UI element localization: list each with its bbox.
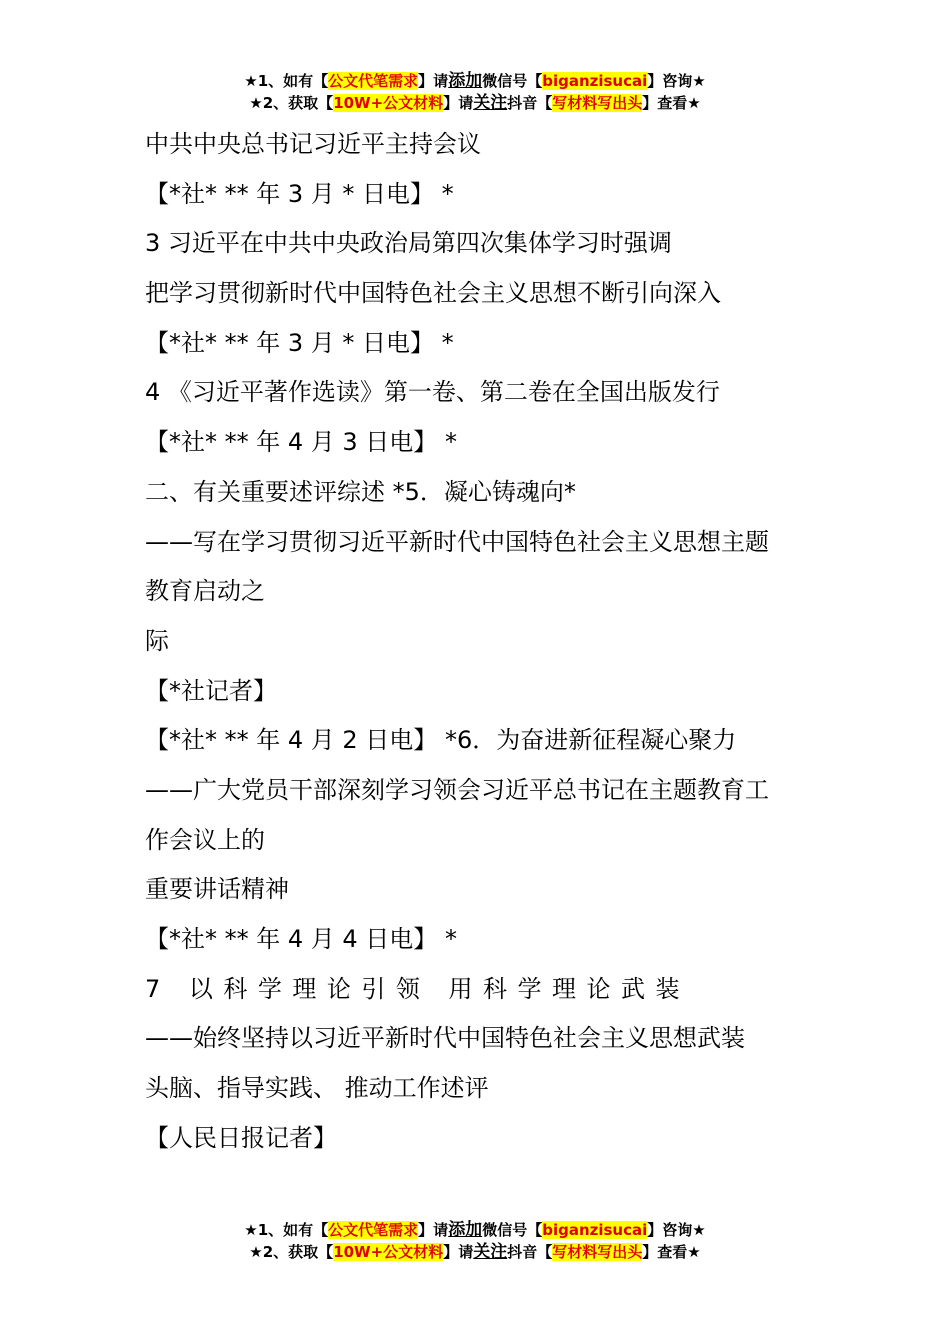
banner-text: 】咨询★ <box>647 1221 706 1239</box>
doc-line: 中共中央总书记习近平主持会议 <box>145 130 481 158</box>
doc-line: 作会议上的 <box>145 825 265 854</box>
doc-line: 4 《习近平著作选读》第一卷、第二卷在全国出版发行 <box>145 378 720 407</box>
banner-text: ★2、获取【 <box>249 1243 334 1261</box>
banner-line-1 <box>0 70 950 92</box>
banner-line-1 <box>0 1219 950 1241</box>
banner-wechat-id: biganzisucai <box>542 1221 648 1239</box>
doc-line: 7 以科学理论引领 用科学理论武装 <box>145 974 691 1003</box>
doc-line: 【*社* ** 年 4 月 2 日电】 *6．为奋进新征程凝心聚力 <box>145 726 737 755</box>
banner-highlight: 10W+公文材料 <box>333 1243 444 1261</box>
banner-wechat-id: biganzisucai <box>542 72 648 90</box>
doc-line: 头脑、指导实践、 推动工作述评 <box>145 1074 489 1103</box>
banner-underlined: 关注 <box>473 1242 508 1262</box>
doc-line: 教育启动之 <box>145 577 265 606</box>
banner-text: ★1、如有【 <box>244 1221 329 1239</box>
banner-text: 】查看★ <box>642 94 701 112</box>
banner-text: 微信号【 <box>482 1221 543 1239</box>
banner-text: 】查看★ <box>642 1243 701 1261</box>
footer-banner <box>0 1219 950 1263</box>
doc-line: ——写在学习贯彻习近平新时代中国特色社会主义思想主题 <box>145 527 769 556</box>
doc-line: ——广大党员干部深刻学习领会习近平总书记在主题教育工 <box>145 775 769 804</box>
doc-line: 重要讲话精神 <box>145 875 289 904</box>
doc-line: 【*社记者】 <box>145 676 277 705</box>
banner-text: ★1、如有【 <box>244 72 329 90</box>
banner-text: ★2、获取【 <box>249 94 334 112</box>
doc-line: 3 习近平在中共中央政治局第四次集体学习时强调 <box>145 229 672 258</box>
banner-text: 】请 <box>443 94 474 112</box>
banner-douyin-id: 写材料写出头 <box>552 1243 643 1261</box>
banner-line-2 <box>0 1241 950 1263</box>
doc-line: 【*社* ** 年 3 月 * 日电】 * <box>145 328 454 357</box>
banner-text: 微信号【 <box>482 72 543 90</box>
banner-text: 】咨询★ <box>647 72 706 90</box>
banner-line-2 <box>0 92 950 114</box>
header-banner <box>0 70 950 114</box>
banner-text: 抖音【 <box>507 1243 553 1261</box>
banner-underlined: 添加 <box>448 71 483 91</box>
banner-underlined: 添加 <box>448 1220 483 1240</box>
banner-underlined: 关注 <box>473 93 508 113</box>
doc-line: 【*社* ** 年 4 月 3 日电】 * <box>145 428 457 457</box>
banner-text: 】请 <box>418 72 449 90</box>
doc-line: ——始终坚持以习近平新时代中国特色社会主义思想武装 <box>145 1024 745 1053</box>
banner-text: 】请 <box>443 1243 474 1261</box>
doc-line: 际 <box>145 626 169 655</box>
banner-highlight: 10W+公文材料 <box>333 94 444 112</box>
banner-highlight: 公文代笔需求 <box>328 1221 419 1239</box>
doc-line: 【人民日报记者】 <box>145 1123 337 1152</box>
section-heading: 二、有关重要述评综述 *5．凝心铸魂向* <box>145 477 576 506</box>
document-body <box>145 120 810 1163</box>
banner-text: 抖音【 <box>507 94 553 112</box>
banner-douyin-id: 写材料写出头 <box>552 94 643 112</box>
doc-line: 把学习贯彻新时代中国特色社会主义思想不断引向深入 <box>145 279 721 308</box>
doc-line: 【*社* ** 年 3 月 * 日电】 * <box>145 179 454 208</box>
banner-text: 】请 <box>418 1221 449 1239</box>
doc-line: 【*社* ** 年 4 月 4 日电】 * <box>145 925 457 953</box>
banner-highlight: 公文代笔需求 <box>328 72 419 90</box>
